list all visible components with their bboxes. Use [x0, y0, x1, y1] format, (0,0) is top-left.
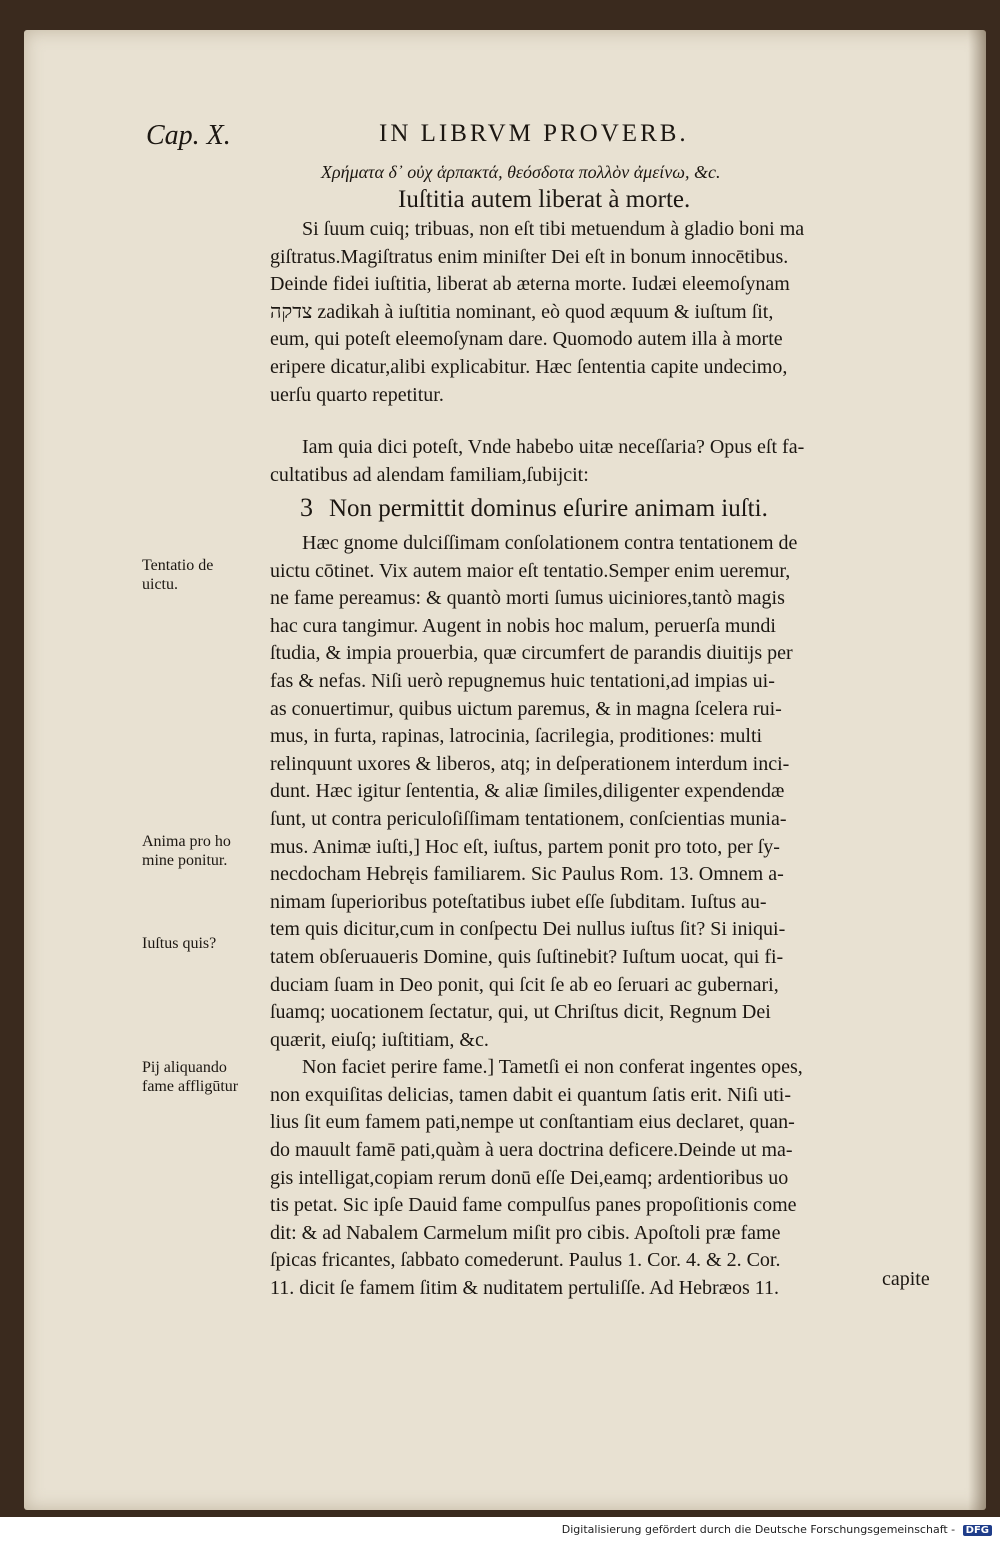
- text-line: ſpicas fricantes, ſabbato comederunt. Paulus 1. Cor. 4. & 2. Cor.: [270, 1249, 781, 1272]
- paragraph-2: [270, 434, 914, 489]
- text-line: duciam ſuam in Deo ponit, qui ſcit ſe ab eo ſeruari ac gubernari,: [270, 973, 779, 996]
- paragraph-3: [270, 530, 914, 1303]
- text-line: fas & nefas. Niſi uerò repugnemus huic tentationi,ad impias ui-: [270, 669, 775, 692]
- lemma-text: Non permittit dominus eſurire animam iuſti.: [329, 495, 768, 522]
- text-line: do mauult famē pati,quàm à uera doctrina deficere.Deinde ut ma-: [270, 1139, 793, 1162]
- margin-note-line: Anima pro ho: [142, 833, 231, 850]
- text-line: ſtudia, & impia prouerbia, quæ circumfert de parandis diuitijs per: [270, 642, 793, 665]
- text-line: nimam ſuperioribus poteſtatibus iubet eſſe ſubditam. Iuſtus au-: [270, 890, 767, 913]
- margin-note: [142, 934, 270, 953]
- text-line: ſunt, ut contra periculoſiſſimam tentationem, conſcientias munia-: [270, 807, 787, 830]
- text-line: uerſu quarto repetitur.: [270, 383, 444, 406]
- running-head: [24, 120, 986, 160]
- page-gutter-shadow: [968, 30, 986, 1510]
- margin-note-line: Pij aliquando: [142, 1059, 227, 1076]
- text-line: cultatibus ad alendam familiam,ſubijcit:: [270, 463, 589, 486]
- text-line: non exquiſitas delicias, tamen dabit ei quantum ſatis erit. Niſi uti-: [270, 1083, 791, 1106]
- margin-note-line: Tentatio de: [142, 557, 214, 574]
- text-line: mus, in furta, rapinas, latrocinia, ſacrilegia, proditiones: multi: [270, 725, 763, 748]
- digitization-credit: [562, 1523, 992, 1536]
- text-line: Si ſuum cuiq; tribuas, non eſt tibi metuendum à gladio boni ma: [302, 218, 805, 240]
- text-line: Non faciet perire fame.] Tametſi ei non conferat ingentes opes,: [302, 1056, 803, 1079]
- dfg-logo: DFG: [963, 1525, 992, 1536]
- text-line: 11. dicit ſe famem ſitim & nuditatem pertuliſſe. Ad Hebræos 11.: [270, 1277, 779, 1300]
- running-title: IN LIBRVM PROVERB.: [379, 120, 689, 147]
- text-line: dunt. Hæc igitur ſententia, & aliæ ſimiles,diligenter expendendæ: [270, 780, 785, 803]
- text-line: Deinde fidei iuſtitia, liberat ab æterna morte. Iudæi eleemoſynam: [270, 273, 790, 296]
- text-line: eum, qui poteſt eleemoſynam dare. Quomodo autem illa à morte: [270, 328, 783, 351]
- lemma-heading-1: Iuſtitia autem liberat à morte.: [398, 186, 691, 213]
- text-line: giſtratus.Magiſtratus enim miniſter Dei eſt in bonum innocētibus.: [270, 245, 789, 268]
- chapter-label: Cap. X.: [146, 120, 231, 151]
- margin-note: [142, 832, 270, 870]
- catchword: capite: [882, 1268, 930, 1290]
- credit-text: Digitalisierung gefördert durch die Deutsche Forschungsgemeinschaft -: [561, 1523, 956, 1536]
- text-line: Iam quia dici poteſt, Vnde habebo uitæ neceſſaria? Opus eſt fa-: [302, 436, 805, 458]
- text-line: relinquunt uxores & liberos, atq; in deſperationem interdum inci-: [270, 752, 790, 775]
- text-line: gis intelligat,copiam rerum donū eſſe Dei,eamq; ardentioribus uo: [270, 1166, 789, 1189]
- text-line: mus. Animæ iuſti,] Hoc eſt, iuſtus, partem ponit pro toto, per ſy-: [270, 835, 780, 858]
- text-line: tatem obſeruaueris Domine, quis ſuſtinebit? Iuſtum uocat, qui fi-: [270, 945, 784, 968]
- text-line: Hæc gnome dulciſſimam conſolationem contra tentationem de: [302, 532, 798, 554]
- text-line: hac cura tangimur. Augent in nobis hoc malum, peruerſa mundi: [270, 614, 776, 637]
- text-line: lius ſit eum famem pati,nempe ut conſtantiam eius declaret, quan-: [270, 1111, 795, 1134]
- margin-note: [142, 556, 270, 594]
- verse-number: 3: [300, 493, 313, 522]
- margin-note-line: Iuſtus quis?: [142, 935, 217, 952]
- text-line: as conuertimur, quibus uictum paremus, & in magna ſcelera rui-: [270, 697, 782, 720]
- book-page: [24, 30, 986, 1510]
- margin-note-line: uictu.: [142, 576, 178, 593]
- margin-note: [142, 1058, 270, 1096]
- text-line: uictu cōtinet. Vix autem maior eſt tentatio.Semper enim ueremur,: [270, 559, 791, 582]
- text-line: tem quis dicitur,cum in conſpectu Dei nullus iuſtus ſit? Si iniqui-: [270, 918, 786, 941]
- text-line: eripere dicatur,alibi explicabitur. Hæc ſententia capite undecimo,: [270, 355, 788, 378]
- text-line: dit: & ad Nabalem Carmelum miſit pro cibis. Apoſtoli præ fame: [270, 1221, 781, 1244]
- margin-note-line: fame affligūtur: [142, 1078, 239, 1095]
- paragraph-1: [270, 216, 914, 409]
- margin-note-line: mine ponitur.: [142, 852, 228, 869]
- text-line: tis petat. Sic ipſe Dauid fame compulſus panes propoſitionis come: [270, 1194, 797, 1217]
- lemma-heading-2: [300, 493, 768, 523]
- greek-quote: Χρήματα δ᾽ οὐχ ἁρπακτά, θεόσδοτα πολλὸν ἀμείνω, &c.: [321, 162, 721, 182]
- text-line: ne fame pereamus: & quantò morti ſumus uiciniores,tantò magis: [270, 587, 785, 610]
- text-line: צדקה zadikah à iuſtitia nominant, eò quod æquum & iuſtum ſit,: [270, 300, 774, 323]
- text-line: necdocham Hebręis familiarem. Sic Paulus Rom. 13. Omnem a-: [270, 863, 784, 886]
- text-line: quærit, eiuſq; iuſtitiam, &c.: [270, 1028, 489, 1051]
- text-line: ſuamq; uocationem ſectatur, qui, ut Chriſtus dicit, Regnum Dei: [270, 1001, 771, 1024]
